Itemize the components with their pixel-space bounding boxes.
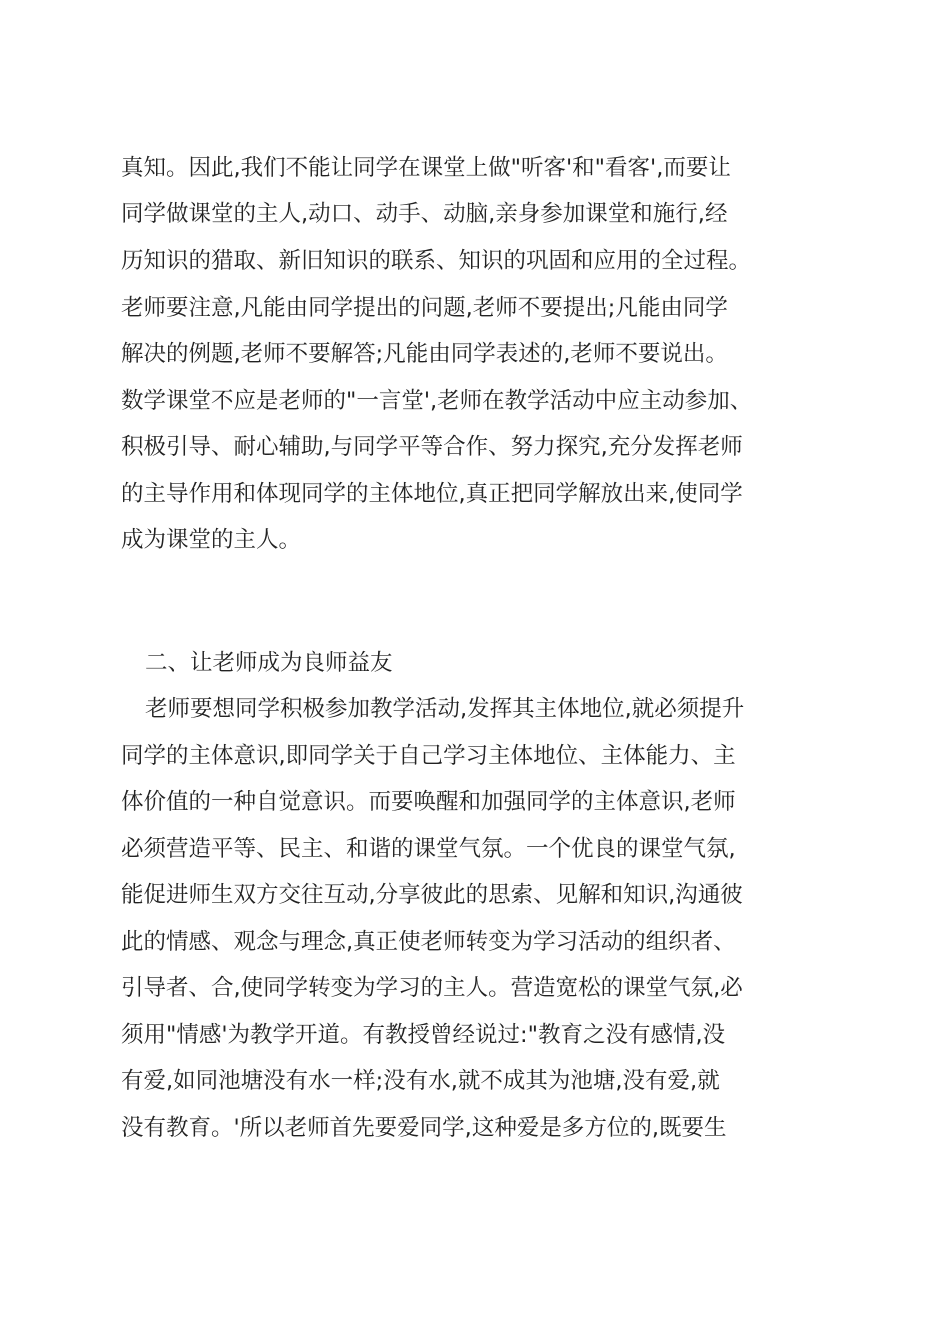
paragraph-line: 真知。因此,我们不能让同学在课堂上做"听客'和"看客',而要让 <box>121 155 731 181</box>
paragraph-line: 老师要注意,凡能由同学提出的问题,老师不要提出;凡能由同学 <box>121 295 728 321</box>
paragraph-line: 引导者、合,使同学转变为学习的主人。营造宽松的课堂气氛,必 <box>121 975 743 1001</box>
paragraph-line: 同学的主体意识,即同学关于自己学习主体地位、主体能力、主 <box>121 743 736 769</box>
paragraph-line: 有爱,如同池塘没有水一样;没有水,就不成其为池塘,没有爱,就 <box>121 1068 720 1094</box>
paragraph-line: 老师要想同学积极参加教学活动,发挥其主体地位,就必须提升 <box>145 696 745 722</box>
section-heading: 二、让老师成为良师益友 <box>145 650 393 676</box>
paragraph-line: 数学课堂不应是老师的"一言堂',老师在教学活动中应主动参加、 <box>121 388 753 414</box>
paragraph-line: 同学做课堂的主人,动口、动手、动脑,亲身参加课堂和施行,经 <box>121 201 728 227</box>
paragraph-line: 解决的例题,老师不要解答;凡能由同学表述的,老师不要说出。 <box>121 341 728 367</box>
paragraph-line: 须用"情感'为教学开道。有教授曾经说过:"教育之没有感情,没 <box>121 1022 726 1048</box>
paragraph-line: 体价值的一种自觉意识。而要唤醒和加强同学的主体意识,老师 <box>121 789 736 815</box>
paragraph-line: 成为课堂的主人。 <box>121 527 302 553</box>
paragraph-line: 历知识的猎取、新旧知识的联系、知识的巩固和应用的全过程。 <box>121 248 752 274</box>
paragraph-line: 此的情感、观念与理念,真正使老师转变为学习活动的组织者、 <box>121 929 736 955</box>
paragraph-line: 没有教育。'所以老师首先要爱同学,这种爱是多方位的,既要生 <box>121 1115 727 1141</box>
paragraph-line: 的主导作用和体现同学的主体地位,真正把同学解放出来,使同学 <box>121 481 743 507</box>
paragraph-line: 能促进师生双方交往互动,分享彼此的思索、见解和知识,沟通彼 <box>121 882 743 908</box>
paragraph-line: 必须营造平等、民主、和谐的课堂气氛。一个优良的课堂气氛, <box>121 836 736 862</box>
paragraph-line: 积极引导、耐心辅助,与同学平等合作、努力探究,充分发挥老师 <box>121 434 743 460</box>
